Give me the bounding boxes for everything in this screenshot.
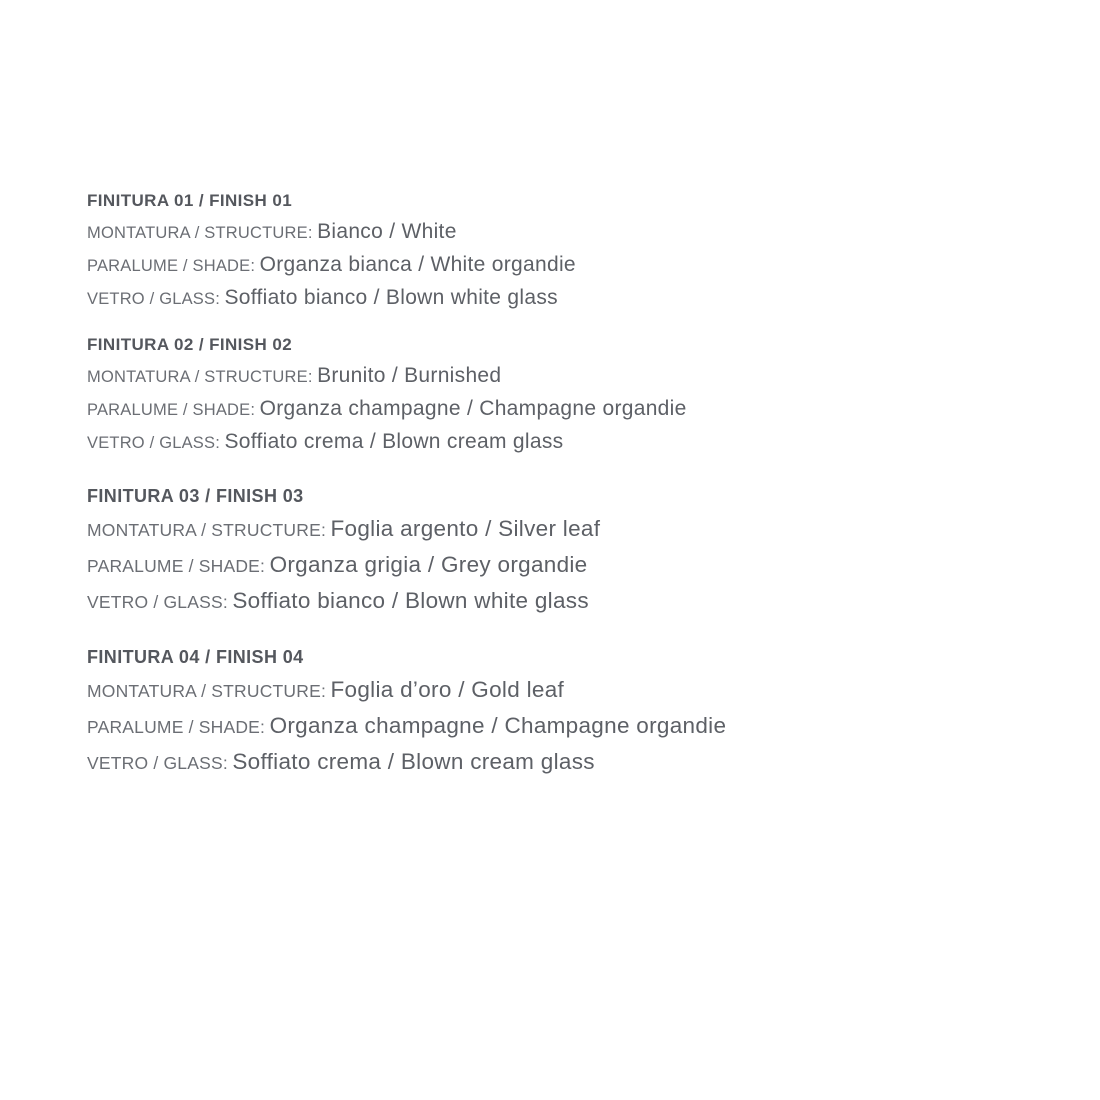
spec-label: MONTATURA / STRUCTURE:: [87, 520, 327, 540]
spec-value: Soffiato crema / Blown cream glass: [232, 749, 595, 774]
spec-label: PARALUME / SHADE:: [87, 401, 256, 419]
spec-label: MONTATURA / STRUCTURE:: [87, 681, 327, 701]
spec-row-shade: [87, 249, 1047, 282]
spec-row-structure: [87, 512, 1047, 548]
finish-section-01: [87, 186, 1047, 315]
spec-label: VETRO / GLASS:: [87, 290, 221, 308]
spec-value: Foglia d’oro / Gold leaf: [330, 677, 565, 702]
spec-value: Soffiato crema / Blown cream glass: [224, 430, 564, 453]
spec-row-shade: [87, 393, 1047, 426]
finish-title: FINITURA 02 / FINISH 02: [87, 335, 293, 354]
finish-section-03: [87, 480, 1047, 620]
spec-row-glass: [87, 426, 1047, 459]
spec-row-shade: [87, 709, 1047, 745]
spec-row-glass: [87, 745, 1047, 781]
spec-label: PARALUME / SHADE:: [87, 717, 266, 737]
spec-label: VETRO / GLASS:: [87, 753, 228, 773]
spec-value: Organza champagne / Champagne organdie: [259, 397, 687, 420]
spec-value: Organza champagne / Champagne organdie: [269, 713, 727, 738]
spec-label: PARALUME / SHADE:: [87, 257, 256, 275]
spec-row-structure: [87, 360, 1047, 393]
spec-value: Bianco / White: [317, 220, 457, 243]
spec-value: Organza bianca / White organdie: [259, 253, 576, 276]
spec-value: Organza grigia / Grey organdie: [269, 552, 588, 577]
finish-title: FINITURA 01 / FINISH 01: [87, 191, 293, 210]
finish-title: FINITURA 03 / FINISH 03: [87, 486, 304, 506]
finish-section-02: [87, 330, 1047, 459]
spec-row-structure: [87, 216, 1047, 249]
spec-value: Soffiato bianco / Blown white glass: [224, 286, 558, 309]
finish-title: FINITURA 04 / FINISH 04: [87, 647, 304, 667]
spec-label: VETRO / GLASS:: [87, 434, 221, 452]
spec-value: Soffiato bianco / Blown white glass: [232, 588, 589, 613]
spec-label: MONTATURA / STRUCTURE:: [87, 224, 313, 242]
spec-row-glass: [87, 282, 1047, 315]
spec-label: MONTATURA / STRUCTURE:: [87, 368, 313, 386]
spec-row-shade: [87, 548, 1047, 584]
spec-label: PARALUME / SHADE:: [87, 556, 266, 576]
finish-section-04: [87, 641, 1047, 781]
spec-label: VETRO / GLASS:: [87, 592, 228, 612]
finishes-spec-sheet: [87, 186, 1047, 796]
spec-value: Brunito / Burnished: [317, 364, 502, 387]
spec-row-structure: [87, 673, 1047, 709]
spec-row-glass: [87, 584, 1047, 620]
spec-value: Foglia argento / Silver leaf: [330, 516, 601, 541]
